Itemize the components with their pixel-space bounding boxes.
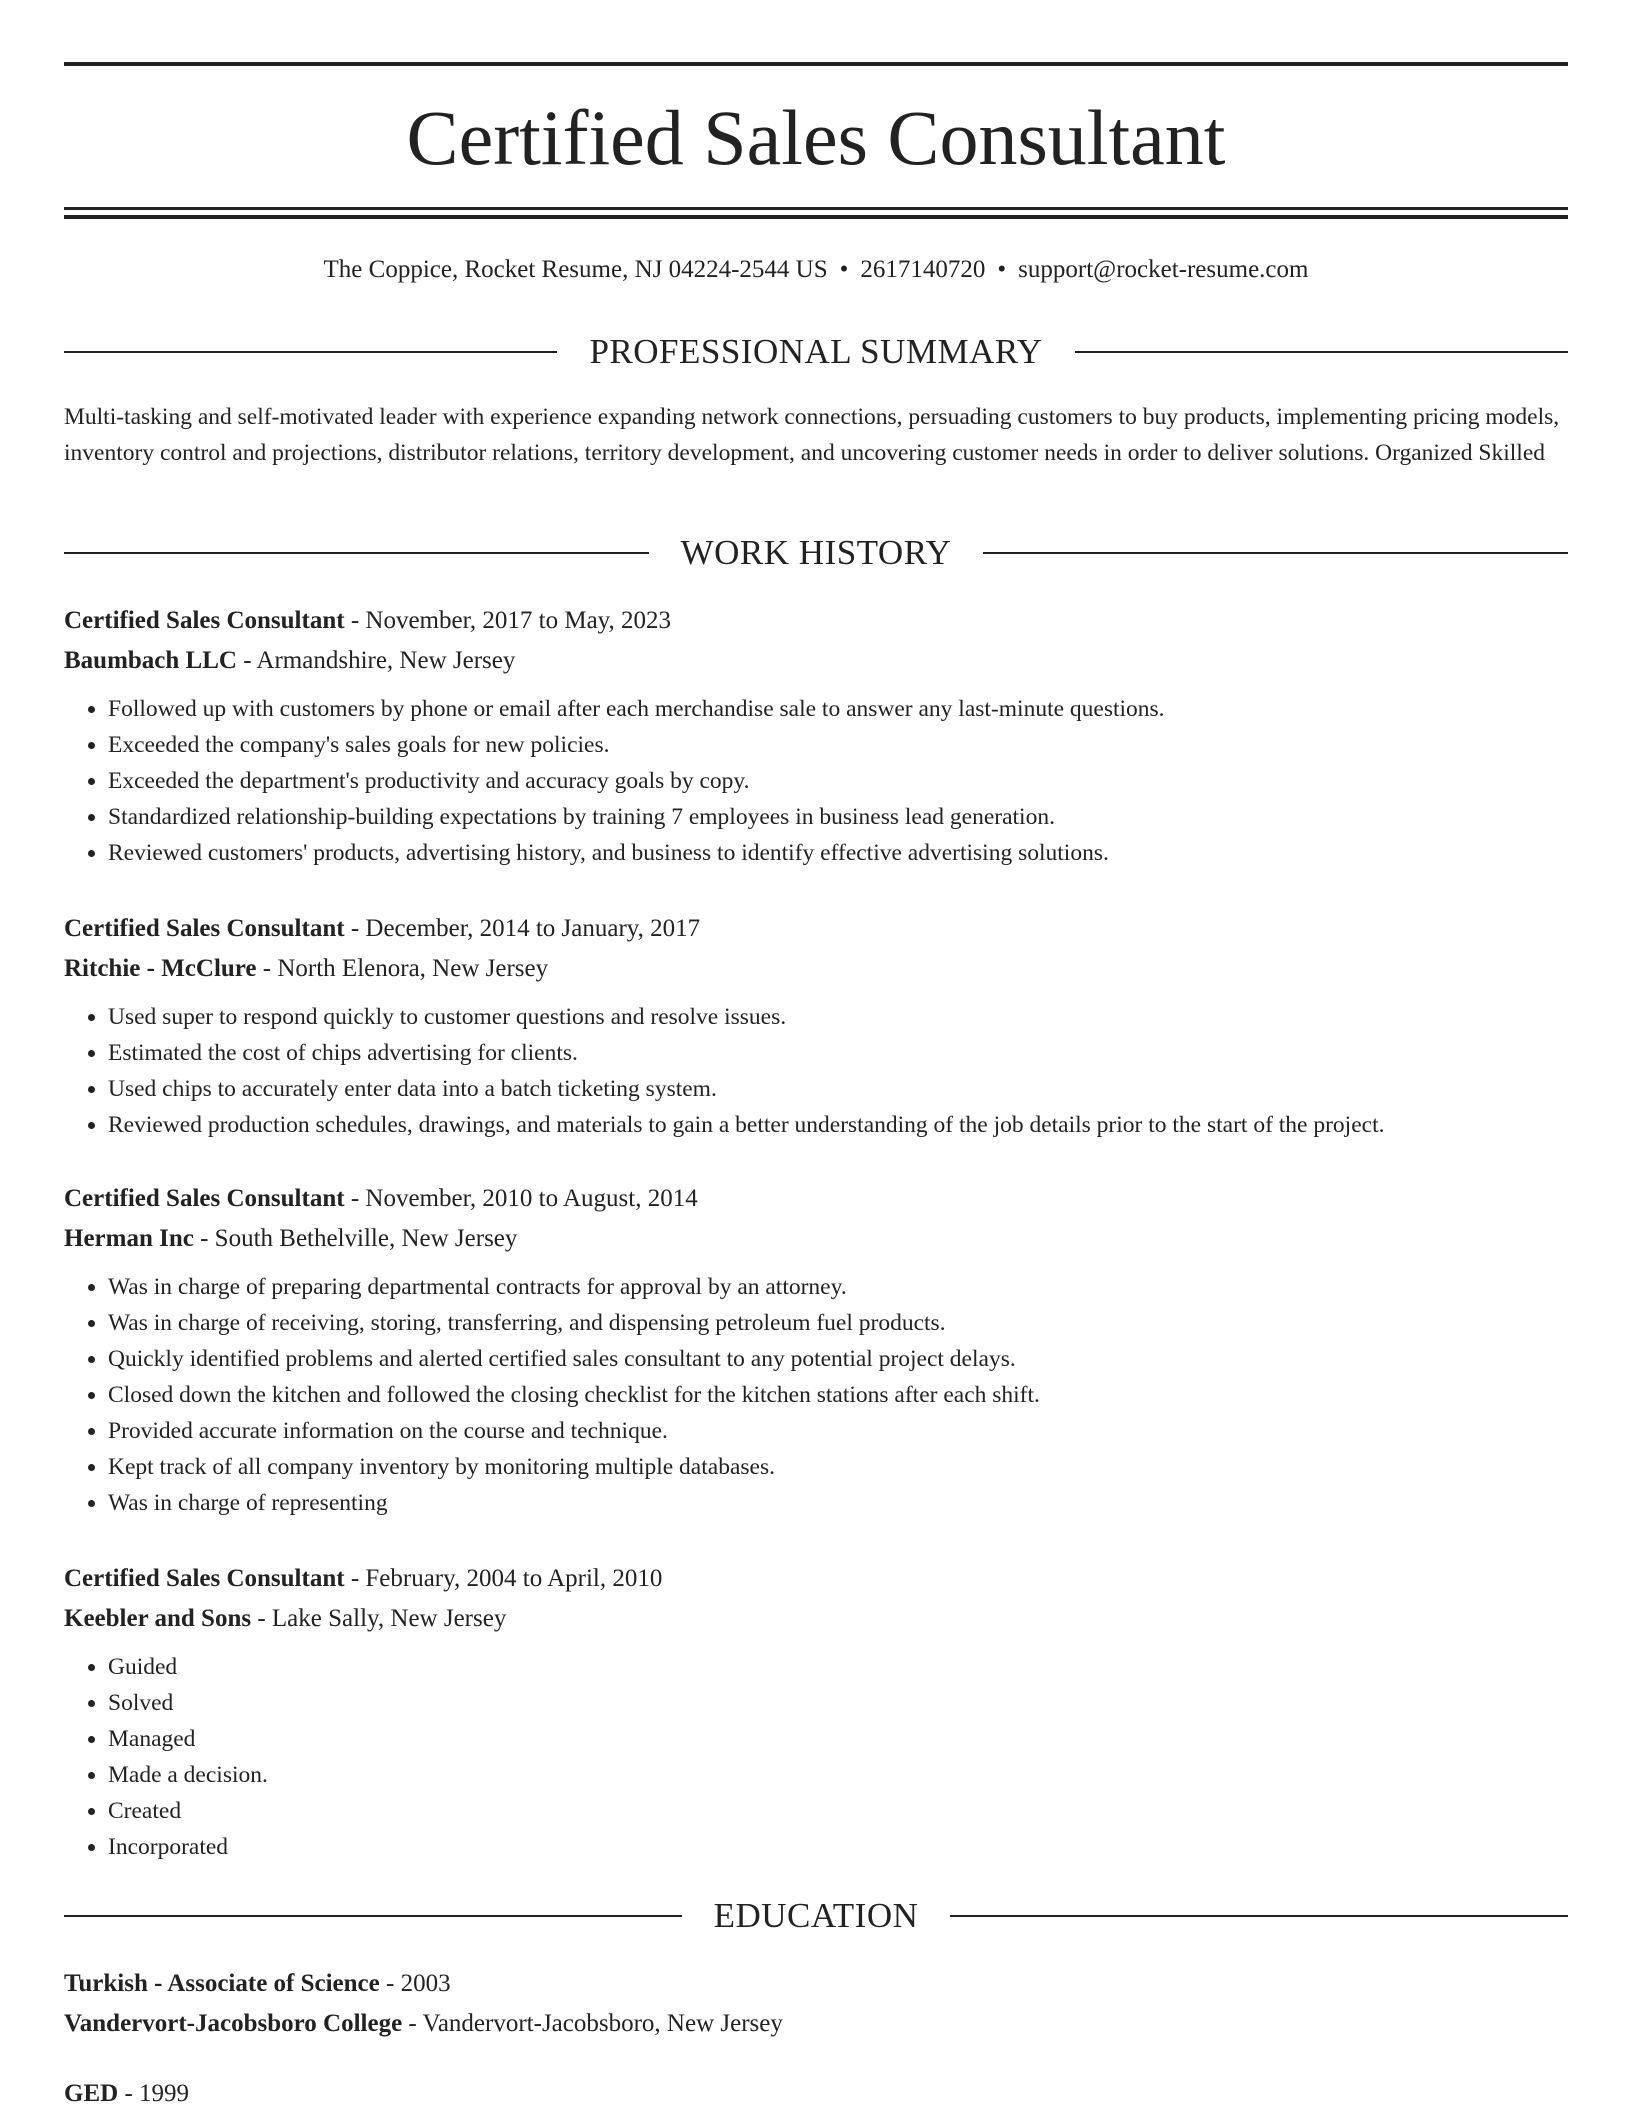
- section-title: EDUCATION: [713, 1896, 919, 1935]
- education-year: - 1999: [118, 2080, 190, 2107]
- job-title-line: [64, 909, 1568, 949]
- section-title: PROFESSIONAL SUMMARY: [589, 332, 1043, 371]
- contact-phone: 2617140720: [860, 256, 986, 283]
- list-item: • Was in charge of receiving, storing, transferring, and dispensing petroleum fuel products.: [108, 1305, 1568, 1341]
- list-item: • Created: [108, 1793, 1568, 1829]
- job-company-line: [64, 641, 1568, 681]
- job-bullets: [64, 691, 1568, 871]
- job-company: Herman Inc: [64, 1225, 194, 1252]
- contact-email: support@rocket-resume.com: [1018, 256, 1309, 283]
- job-location: - South Bethelville, New Jersey: [193, 1225, 518, 1252]
- education-location: - Vandervort-Jacobsboro, New Jersey: [402, 2010, 783, 2037]
- education-school: Vandervort-Jacobsboro College: [64, 2010, 403, 2037]
- job-bullets: [64, 1269, 1568, 1521]
- list-item: • Exceeded the company's sales goals for new policies.: [108, 727, 1568, 763]
- job-title: Certified Sales Consultant: [64, 915, 345, 942]
- job-dates: - February, 2004 to April, 2010: [344, 1565, 663, 1592]
- job-entry: [64, 601, 1568, 871]
- job-dates: - November, 2010 to August, 2014: [344, 1185, 698, 1212]
- heading-rule: [64, 351, 557, 353]
- job-location: - Lake Sally, New Jersey: [251, 1605, 507, 1632]
- list-item: • Was in charge of preparing departmental contracts for approval by an attorney.: [108, 1269, 1568, 1305]
- education-entry: [64, 1964, 1568, 2044]
- resume-title: Certified Sales Consultant: [406, 94, 1226, 181]
- education-degree: Turkish - Associate of Science: [64, 1970, 380, 1997]
- list-item: • Used chips to accurately enter data into a batch ticketing system.: [108, 1071, 1568, 1107]
- title-rule-lower: [64, 215, 1568, 219]
- list-item: • Solved: [108, 1685, 1568, 1721]
- job-company: Ritchie - McClure: [64, 955, 257, 982]
- job-entry: [64, 1559, 1568, 1865]
- job-title: Certified Sales Consultant: [64, 1185, 345, 1212]
- section-heading-work-history: [64, 531, 1568, 575]
- job-dates: - November, 2017 to May, 2023: [344, 607, 672, 634]
- title-rule-upper: [64, 207, 1568, 210]
- list-item: • Made a decision.: [108, 1757, 1568, 1793]
- education-degree-line: [64, 2074, 1568, 2114]
- job-title-line: [64, 1559, 1568, 1599]
- job-company-line: [64, 1219, 1568, 1259]
- list-item: • Was in charge of representing: [108, 1485, 1568, 1521]
- heading-rule: [950, 1915, 1568, 1917]
- job-title: Certified Sales Consultant: [64, 607, 345, 634]
- heading-rule: [64, 552, 649, 554]
- education-degree: GED: [64, 2080, 119, 2107]
- list-item: • Used super to respond quickly to customer questions and resolve issues.: [108, 999, 1568, 1035]
- list-item: • Closed down the kitchen and followed the closing checklist for the kitchen stations after each shift.: [108, 1377, 1568, 1413]
- list-item: • Managed: [108, 1721, 1568, 1757]
- job-location: - Armandshire, New Jersey: [236, 647, 516, 674]
- heading-rule: [983, 552, 1568, 554]
- list-item: • Estimated the cost of chips advertising for clients.: [108, 1035, 1568, 1071]
- list-item: • Incorporated: [108, 1829, 1568, 1865]
- list-item: • Quickly identified problems and alerted certified sales consultant to any potential project delays.: [108, 1341, 1568, 1377]
- job-bullets: [64, 999, 1568, 1143]
- job-location: - North Elenora, New Jersey: [256, 955, 549, 982]
- top-rule: [64, 62, 1568, 66]
- list-item: • Followed up with customers by phone or email after each merchandise sale to answer any last-minute questions.: [108, 691, 1568, 727]
- job-company: Baumbach LLC: [64, 647, 237, 674]
- job-dates: - December, 2014 to January, 2017: [344, 915, 701, 942]
- job-title-line: [64, 601, 1568, 641]
- job-entry: [64, 909, 1568, 1143]
- job-company: Keebler and Sons: [64, 1605, 252, 1632]
- list-item: • Kept track of all company inventory by monitoring multiple databases.: [108, 1449, 1568, 1485]
- job-title-line: [64, 1179, 1568, 1219]
- list-item: • Exceeded the department's productivity and accuracy goals by copy.: [108, 763, 1568, 799]
- section-title: WORK HISTORY: [680, 533, 952, 572]
- contact-separator: •: [839, 256, 849, 283]
- heading-rule: [1075, 351, 1568, 353]
- heading-rule: [64, 1915, 682, 1917]
- education-entry: [64, 2074, 1568, 2114]
- list-item: • Guided: [108, 1649, 1568, 1685]
- job-title: Certified Sales Consultant: [64, 1565, 345, 1592]
- list-item: • Provided accurate information on the course and technique.: [108, 1413, 1568, 1449]
- summary-text: Multi-tasking and self-motivated leader with experience expanding network connections, persuading customers to buy products, implementing pricing models, inventory control and projections, distributor relations, territory development, and uncovering customer needs in order to deliver solutions. Organized Skilled: [64, 404, 1560, 466]
- list-item: • Reviewed customers' products, advertising history, and business to identify effective advertising solutions.: [108, 835, 1568, 871]
- contact-address: The Coppice, Rocket Resume, NJ 04224-2544 US: [323, 256, 828, 283]
- list-item: • Reviewed production schedules, drawings, and materials to gain a better understanding of the job details prior to the start of the project.: [108, 1107, 1568, 1143]
- education-year: - 2003: [379, 1970, 451, 1997]
- job-company-line: [64, 1599, 1568, 1639]
- education-school-line: [64, 2004, 1568, 2044]
- section-heading-education: [64, 1894, 1568, 1938]
- education-degree-line: [64, 1964, 1568, 2004]
- contact-separator: •: [997, 256, 1007, 283]
- job-bullets: [64, 1649, 1568, 1865]
- contact-line: [64, 254, 1568, 286]
- list-item: • Standardized relationship-building expectations by training 7 employees in business lead generation.: [108, 799, 1568, 835]
- job-entry: [64, 1179, 1568, 1521]
- section-heading-summary: [64, 330, 1568, 374]
- job-company-line: [64, 949, 1568, 989]
